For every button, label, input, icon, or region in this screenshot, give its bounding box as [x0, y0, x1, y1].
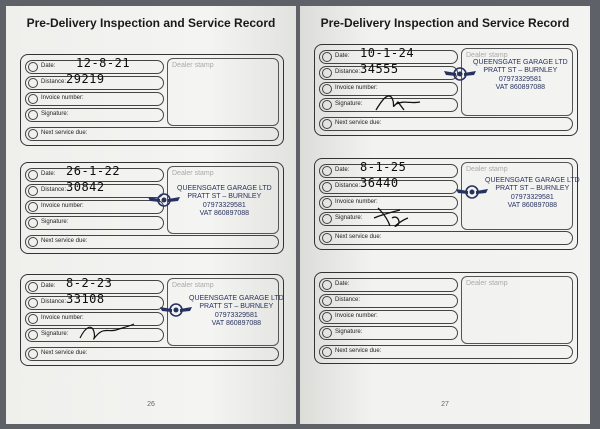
odometer-icon [28, 298, 38, 308]
date-field[interactable]: Date: 8-2-23 [25, 280, 164, 294]
signature-field[interactable]: Signature: [25, 216, 164, 230]
pen-icon [322, 100, 332, 110]
right-page [300, 6, 590, 424]
date-value: 8-1-25 [360, 160, 407, 174]
distance-value: 29219 [66, 72, 105, 86]
service-record-3: Date: 8-2-23 Distance: 33108 Invoice number: Signature: Next service due: Dealer stamp QUEENSGATE GARAGE LTD PRATT ST – BURNLEY 07973329581 VAT 860897088 [20, 274, 284, 366]
invoice-field[interactable]: Invoice number: [319, 196, 458, 210]
document-icon [28, 94, 38, 104]
winged-badge-icon [147, 191, 181, 209]
next-service-field[interactable]: Next service due: [319, 231, 573, 245]
next-service-field[interactable]: Next service due: [25, 127, 279, 141]
distance-value: 34555 [360, 62, 399, 76]
page-number-right: 27 [441, 401, 449, 408]
service-record-5: Date: 8-1-25 Distance: 36440 Invoice number: Signature: Next service due: Dealer stamp QUEENSGATE GARAGE LTD PRATT ST – BURNLEY 07973329581 VAT 860897088 [314, 158, 578, 250]
wrench-icon [28, 349, 38, 359]
left-page [6, 6, 296, 424]
pen-icon [28, 110, 38, 120]
signature-field[interactable]: Signature: [25, 108, 164, 122]
date-field[interactable]: Date: 26-1-22 [25, 168, 164, 182]
dealer-stamp-box: Dealer stamp [461, 276, 573, 344]
pen-icon [322, 214, 332, 224]
odometer-icon [322, 296, 332, 306]
document-icon [322, 198, 332, 208]
odometer-icon [28, 78, 38, 88]
dealer-stamp-box: Dealer stamp [167, 58, 279, 126]
service-record-4: Date: 10-1-24 Distance: 34555 Invoice number: Signature: Next service due: Dealer stamp QUEENSGATE GARAGE LTD PRATT ST – BURNLEY 07973329581 VAT 860897088 [314, 44, 578, 136]
distance-field[interactable]: Distance: [319, 294, 458, 308]
page-number-left: 26 [147, 401, 155, 408]
calendar-icon [28, 170, 38, 180]
service-record-2: Date: 26-1-22 Distance: 30842 Invoice number: Signature: Next service due: Dealer stamp QUEENSGATE GARAGE LTD PRATT ST – BURNLEY 07973329581 VAT 860897088 [20, 162, 284, 254]
document-icon [322, 84, 332, 94]
distance-value: 36440 [360, 176, 399, 190]
next-service-field[interactable]: Next service due: [319, 117, 573, 131]
date-field[interactable]: Date: [319, 278, 458, 292]
winged-badge-icon [455, 183, 489, 201]
date-value: 10-1-24 [360, 46, 415, 60]
invoice-field[interactable]: Invoice number: [25, 312, 164, 326]
pen-icon [322, 328, 332, 338]
date-field[interactable]: Date: 12-8-21 [25, 60, 164, 74]
service-record-6 [314, 272, 578, 364]
date-field[interactable]: Date: 8-1-25 [319, 164, 458, 178]
signature-scribble [76, 320, 136, 344]
dealer-stamp-box: Dealer stamp [461, 162, 573, 230]
next-service-field[interactable]: Next service due: [25, 235, 279, 249]
distance-value: 33108 [66, 292, 105, 306]
date-value: 8-2-23 [66, 276, 113, 290]
document-icon [28, 314, 38, 324]
page-title-left: Pre-Delivery Inspection and Service Record [26, 16, 276, 30]
next-service-field[interactable]: Next service due: [25, 347, 279, 361]
distance-field[interactable]: Distance: 30842 [25, 184, 164, 198]
invoice-field[interactable]: Invoice number: [319, 310, 458, 324]
invoice-field[interactable]: Invoice number: [25, 92, 164, 106]
wrench-icon [28, 129, 38, 139]
invoice-field[interactable]: Invoice number: [319, 82, 458, 96]
calendar-icon [322, 280, 332, 290]
signature-scribble [370, 90, 430, 114]
wrench-icon [322, 119, 332, 129]
calendar-icon [322, 166, 332, 176]
signature-field[interactable]: Signature: [319, 98, 458, 112]
signature-field[interactable]: Signature: [319, 212, 458, 226]
dealer-stamp-box: Dealer stamp [167, 166, 279, 234]
pen-icon [28, 330, 38, 340]
dealer-stamp-box: Dealer stamp [167, 278, 279, 346]
distance-field[interactable]: Distance: 36440 [319, 180, 458, 194]
date-field[interactable]: Date: 10-1-24 [319, 50, 458, 64]
distance-field[interactable]: Distance: 29219 [25, 76, 164, 90]
date-value: 12-8-21 [76, 56, 131, 70]
odometer-icon [322, 182, 332, 192]
calendar-icon [322, 52, 332, 62]
odometer-icon [28, 186, 38, 196]
signature-scribble [370, 204, 430, 228]
odometer-icon [322, 68, 332, 78]
next-service-field[interactable]: Next service due: [319, 345, 573, 359]
calendar-icon [28, 62, 38, 72]
calendar-icon [28, 282, 38, 292]
page-title-right: Pre-Delivery Inspection and Service Record [320, 16, 570, 30]
wrench-icon [322, 233, 332, 243]
winged-badge-icon [159, 301, 193, 319]
wrench-icon [322, 347, 332, 357]
wrench-icon [28, 237, 38, 247]
document-icon [322, 312, 332, 322]
winged-badge-icon [443, 65, 477, 83]
service-record-1 [20, 54, 284, 146]
distance-field[interactable]: Distance: 33108 [25, 296, 164, 310]
dealer-stamp-box: Dealer stamp [461, 48, 573, 116]
document-icon [28, 202, 38, 212]
signature-field[interactable]: Signature: [319, 326, 458, 340]
distance-value: 30842 [66, 180, 105, 194]
date-value: 26-1-22 [66, 164, 121, 178]
signature-field[interactable]: Signature: [25, 328, 164, 342]
invoice-field[interactable]: Invoice number: [25, 200, 164, 214]
pen-icon [28, 218, 38, 228]
distance-field[interactable]: Distance: 34555 [319, 66, 458, 80]
